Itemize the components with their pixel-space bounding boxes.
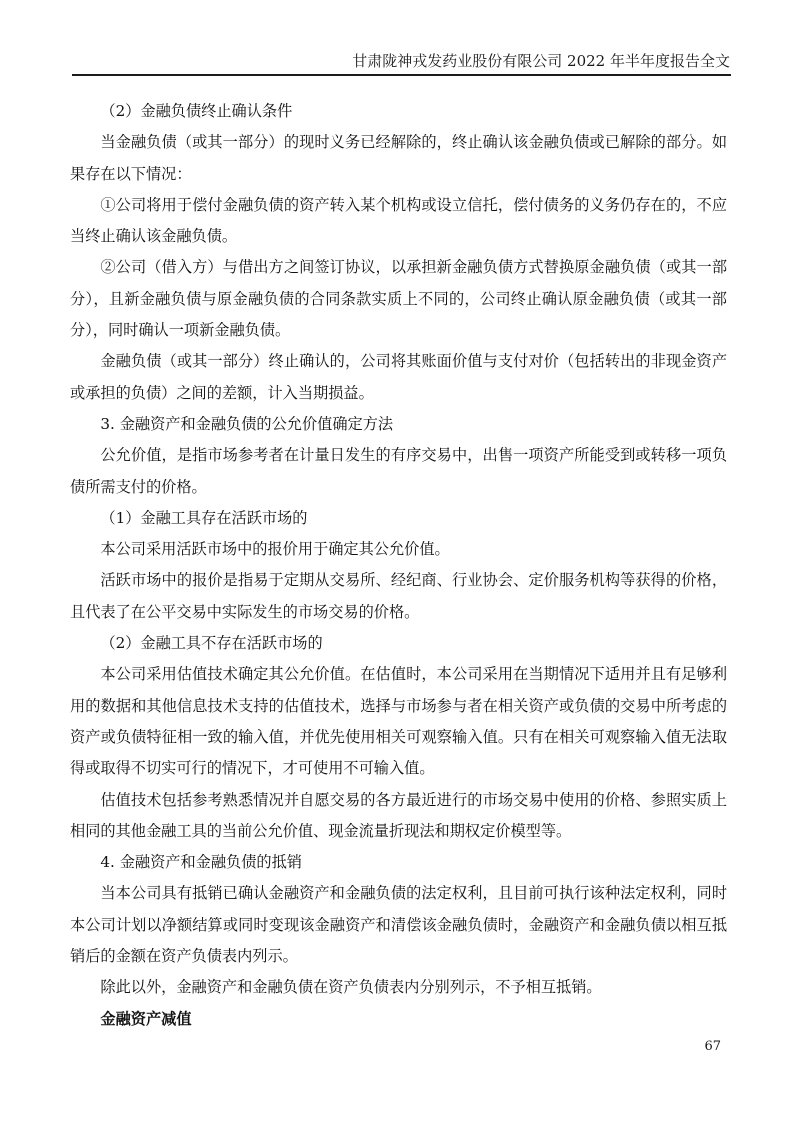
- section-heading: （2）金融工具不存在活跃市场的: [100, 634, 323, 653]
- paragraph: 除此以外，金融资产和金融负债在资产负债表内分别列示，不予相互抵销。: [100, 978, 602, 997]
- section-heading: （2）金融负债终止确认条件: [100, 102, 293, 120]
- numbered-item: ①公司将用于偿付金融负债的资产转入某个机构或设立信托，偿付债务的义务仍存在的，不应当终止确认该金融负债。: [70, 195, 727, 246]
- section-heading: （1）金融工具存在活跃市场的: [100, 508, 308, 527]
- section-heading: 4. 金融资产和金融负债的抵销: [100, 853, 302, 872]
- paragraph: 本公司采用活跃市场中的报价用于确定其公允价值。: [100, 540, 450, 559]
- bold-section-heading: 金融资产减值: [100, 1009, 192, 1028]
- section-heading: 3. 金融资产和金融负债的公允价值确定方法: [100, 414, 394, 433]
- paragraph: 当本公司具有抵销已确认金融资产和金融负债的法定权利，且目前可执行该种法定权利，同时本公司计划以净额结算或同时变现该金融资产和清偿该金融负债时，金融资产和金融负债以相互抵销后的金额在资产负债表内列示。: [70, 884, 727, 966]
- paragraph: 本公司采用估值技术确定其公允价值。在估值时，本公司采用在当期情况下适用并且有足够利用的数据和其他信息技术支持的估值技术，选择与市场参与者在相关资产或负债的交易中所考虑的资产或负债特征相一致的输入值，并优先使用相关可观察输入值。只有在相关可观察输入值无法取得或取得不切实可行的情况下，才可使用不可输入值。: [70, 665, 727, 778]
- header-title: 甘肃陇神戎发药业股份有限公司 2022 年半年度报告全文: [352, 52, 730, 70]
- numbered-item: ②公司（借入方）与借出方之间签订协议，以承担新金融负债方式替换原金融负债（或其一部分），且新金融负债与原金融负债的合同条款实质上不同的，公司终止确认原金融负债（或其一部分），同时确认一项新金融负债。: [70, 258, 727, 340]
- paragraph: 活跃市场中的报价是指易于定期从交易所、经纪商、行业协会、定价服务机构等获得的价格，且代表了在公平交易中实际发生的市场交易的价格。: [70, 571, 727, 621]
- header-rule: [72, 74, 731, 76]
- document-body: [70, 96, 727, 1035]
- paragraph: 当金融负债（或其一部分）的现时义务已经解除的，终止确认该金融负债或已解除的部分。如果存在以下情况：: [70, 133, 727, 183]
- paragraph: 金融负债（或其一部分）终止确认的，公司将其账面价值与支付对价（包括转出的非现金资产或承担的负债）之间的差额，计入当期损益。: [70, 352, 727, 402]
- page-number: 67: [704, 1039, 721, 1054]
- paragraph: 估值技术包括参考熟悉情况并自愿交易的各方最近进行的市场交易中使用的价格、参照实质上相同的其他金融工具的当前公允价值、现金流量折现法和期权定价模型等。: [70, 790, 727, 840]
- paragraph: 公允价值，是指市场参考者在计量日发生的有序交易中，出售一项资产所能受到或转移一项负债所需支付的价格。: [70, 446, 727, 496]
